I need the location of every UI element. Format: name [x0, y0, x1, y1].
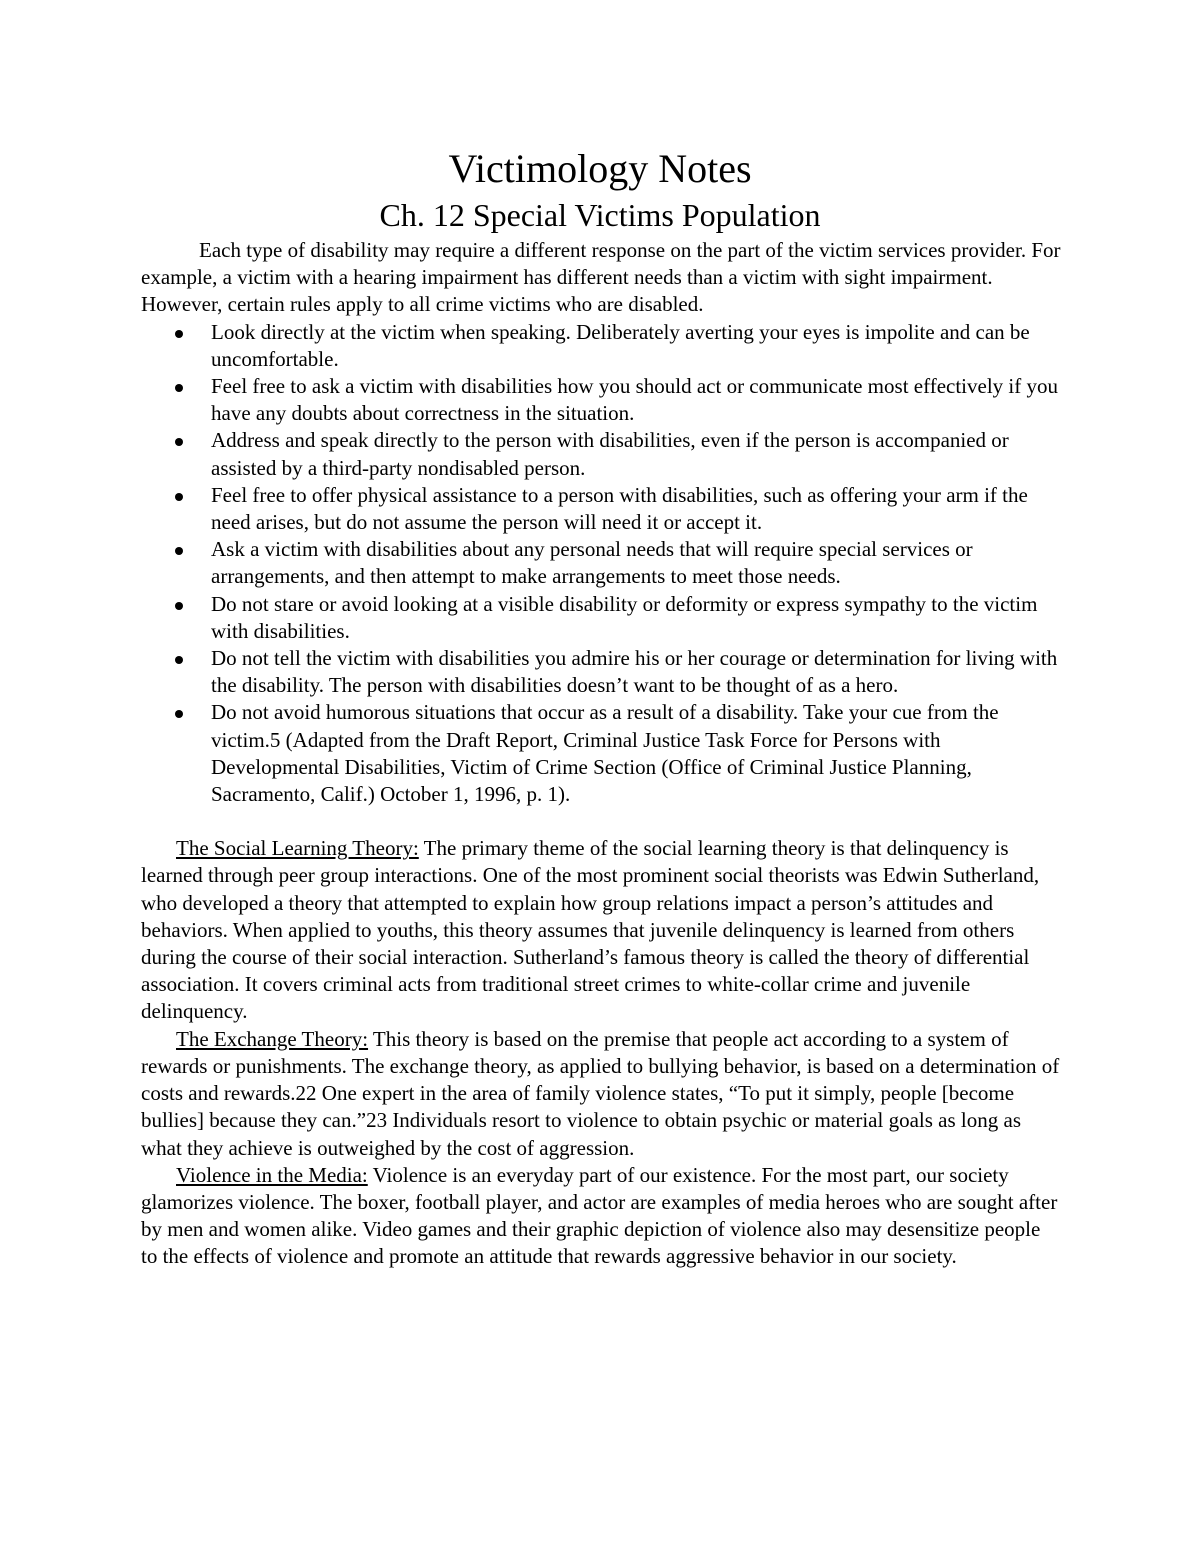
- violence-in-media-heading: Violence in the Media:: [176, 1162, 368, 1187]
- list-item: [141, 645, 1061, 699]
- bullet-icon: [175, 656, 183, 664]
- bullet-icon: [175, 547, 183, 555]
- intro-paragraph: Each type of disability may require a different response on the part of the victim services provider. For example, a victim with a hearing impairment has different needs than a victim with sight impairment. However, certain rules apply to all crime victims who are disabled.: [141, 238, 1061, 317]
- bullet-icon: [175, 384, 183, 392]
- list-item-text: Ask a victim with disabilities about any personal needs that will require special services or arrangements, and then attempt to make arrangements to meet those needs.: [211, 537, 973, 589]
- list-item: [141, 427, 1061, 481]
- document-title: Victimology Notes: [448, 146, 752, 191]
- social-learning-theory-text: The primary theme of the social learning theory is that delinquency is learned through peer group interactions. One of the most prominent social theorists was Edwin Sutherland, who developed a theory that attempted to explain how group relations impact a person’s attitudes and behaviors. When applied to youths, this theory assumes that juvenile delinquency is learned from others during the course of their social interaction. Sutherland’s famous theory is called the theory of differential association. It covers criminal acts from traditional street crimes to white-collar crime and juvenile delinquency.: [141, 836, 1040, 1024]
- exchange-theory-paragraph: [141, 1026, 1061, 1162]
- bullet-icon: [175, 438, 183, 446]
- list-item: [141, 373, 1061, 427]
- list-item: [141, 591, 1061, 645]
- list-item-text: Feel free to ask a victim with disabilities how you should act or communicate most effectively if you have any doubts about correctness in the situation.: [211, 374, 1058, 426]
- bullet-icon: [175, 602, 183, 610]
- guidelines-list: [141, 319, 1061, 809]
- social-learning-theory-paragraph: [141, 835, 1061, 1025]
- list-item-text: Look directly at the victim when speaking. Deliberately averting your eyes is impolite and can be uncomfortable.: [211, 319, 1030, 371]
- section-spacer: [141, 808, 1061, 835]
- violence-in-media-paragraph: [141, 1162, 1061, 1271]
- list-item-text: Feel free to offer physical assistance to a person with disabilities, such as offering your arm if the need arises, but do not assume the person will need it or accept it.: [211, 482, 1028, 535]
- bullet-icon: [175, 330, 183, 338]
- list-item-text: Do not tell the victim with disabilities you admire his or her courage or determination for living with the disability. The person with disabilities doesn’t want to be thought of as a hero.: [211, 646, 1058, 698]
- document-subtitle: Ch. 12 Special Victims Population: [379, 197, 821, 233]
- list-item: [141, 699, 1061, 808]
- exchange-theory-heading: The Exchange Theory:: [176, 1026, 369, 1051]
- list-item: [141, 482, 1061, 536]
- document-body: [141, 145, 1061, 1271]
- exchange-theory-text: This theory is based on the premise that people act according to a system of rewards or punishments. The exchange theory, as applied to bullying behavior, is based on a determination of costs and rewards.22 One expert in the area of family violence states, “To put it simply, people [become bullies] because they can.”23 Individuals resort to violence to obtain psychic or material goals as long as what they achieve is outweighed by the cost of aggression.: [141, 1026, 1060, 1160]
- list-item: [141, 319, 1061, 373]
- list-item-text: Do not avoid humorous situations that occur as a result of a disability. Take your cue from the victim.5 (Adapted from the Draft Report, Criminal Justice Task Force for Persons with Developmental Disabilities, Victim of Crime Section (Office of Criminal Justice Planning, Sacramento, Calif.) October 1, 1996, p. 1).: [211, 700, 999, 807]
- bullet-icon: [175, 493, 183, 501]
- list-item-text: Do not stare or avoid looking at a visible disability or deformity or express sympathy to the victim with disabilities.: [211, 591, 1038, 643]
- bullet-icon: [175, 710, 183, 718]
- list-item-text: Address and speak directly to the person with disabilities, even if the person is accompanied or assisted by a third-party nondisabled person.: [211, 428, 1009, 480]
- list-item: [141, 536, 1061, 590]
- violence-in-media-text: Violence is an everyday part of our existence. For the most part, our society glamorizes violence. The boxer, football player, and actor are examples of media heroes who are sought after by men and women alike. Video games and their graphic depiction of violence also may desensitize people to the effects of violence and promote an attitude that rewards aggressive behavior in our society.: [141, 1162, 1058, 1269]
- social-learning-theory-heading: The Social Learning Theory:: [176, 836, 419, 861]
